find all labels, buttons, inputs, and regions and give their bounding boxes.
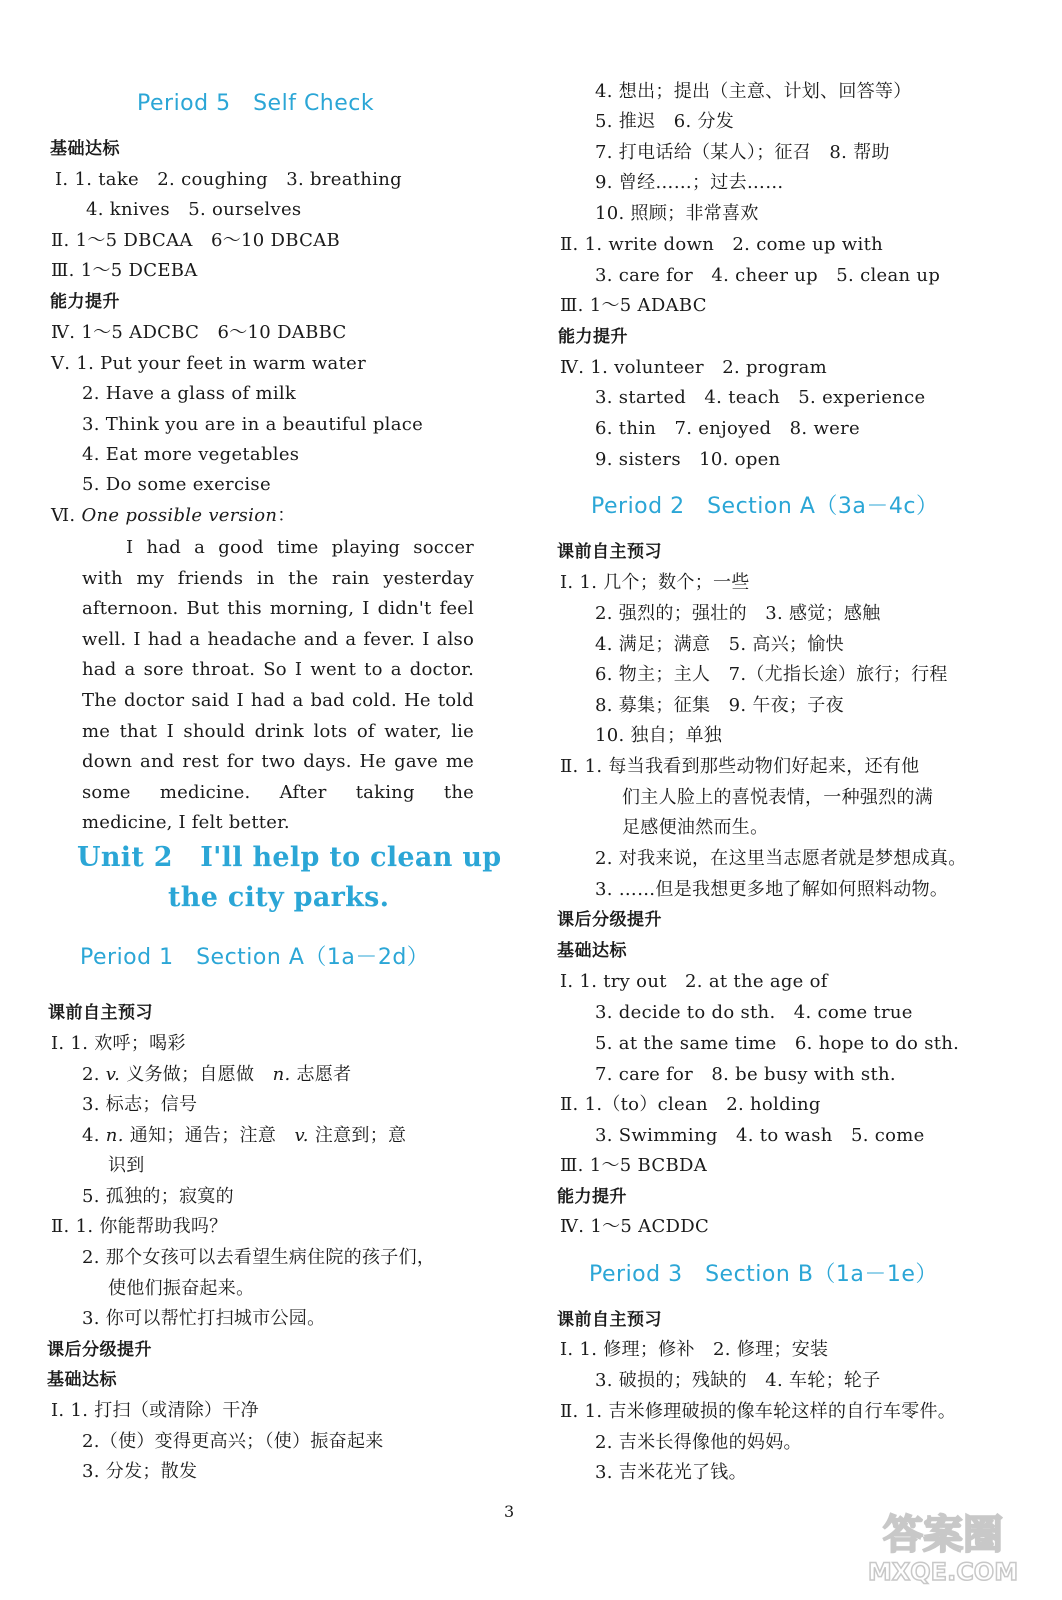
answer-line: 10. 照顾；非常喜欢: [595, 203, 759, 224]
period-5-heading: Period 5 Self Check: [137, 91, 375, 116]
answer-line: 识到: [108, 1155, 145, 1176]
colon: ：: [277, 505, 296, 526]
answer-line: Ⅱ. 1. 吉米修理破损的像车轮这样的自行车零件。: [560, 1401, 957, 1422]
answer-line: Ⅰ. 1. 打扫（或清除）干净: [51, 1400, 259, 1421]
answer-line: 5. Do some exercise: [82, 474, 271, 495]
answer-line: 3. started 4. teach 5. experience: [595, 387, 926, 408]
section-label-ability: 能力提升: [557, 1187, 627, 1207]
answer-line: 2. 对我来说，在这里当志愿者就是梦想成真。: [595, 848, 967, 869]
section-label-after: 课后分级提升: [47, 1340, 152, 1360]
watermark-logo: [848, 1508, 1038, 1586]
pos-tag: n.: [272, 1064, 297, 1085]
watermark-logo-text: 答案圈: [883, 1512, 1003, 1558]
answer-line: 3. care for 4. cheer up 5. clean up: [595, 265, 941, 286]
pos-tag: n.: [105, 1125, 130, 1146]
answer-line: 5. 推迟 6. 分发: [595, 111, 735, 132]
answer-line: 足感便油然而生。: [622, 817, 769, 838]
section-label-basic: 基础达标: [50, 139, 120, 159]
item-number: 2.: [82, 1064, 106, 1085]
answer-line: 使他们振奋起来。: [108, 1278, 255, 1299]
answer-line: Ⅴ. 1. Put your feet in warm water: [51, 353, 366, 374]
period-2-heading: Period 2 Section A（3a－4c）: [591, 494, 939, 519]
answer-line: Ⅳ. 1～5 ADCBC 6～10 DABBC: [51, 322, 347, 343]
answer-line: 2. 那个女孩可以去看望生病住院的孩子们，: [82, 1247, 436, 1268]
answer-line: [82, 1062, 351, 1088]
answer-line: Ⅲ. 1～5 BCBDA: [560, 1155, 708, 1176]
answer-line: 6. 物主；主人 7.（尤指长途）旅行；行程: [595, 664, 948, 685]
answer-line: 3. 标志；信号: [82, 1094, 198, 1115]
page-number: 3: [504, 1502, 515, 1521]
answer-line: [82, 1123, 406, 1149]
answer-line: 7. 打电话给（某人）；征召 8. 帮助: [595, 142, 890, 163]
answer-line: 3. 吉米花光了钱。: [595, 1462, 747, 1483]
answer-line-vi: [51, 503, 296, 529]
answer-line: 7. care for 8. be busy with sth.: [595, 1064, 896, 1085]
answer-line: Ⅰ. 1. take 2. coughing 3. breathing: [55, 169, 402, 190]
answer-line: 3. ……但是我想更多地了解如何照料动物。: [595, 879, 949, 900]
definition: 义务做；自愿做: [126, 1064, 273, 1085]
section-label-basic: 基础达标: [557, 941, 627, 961]
definition: 注意到；意: [314, 1125, 407, 1146]
answer-line: Ⅲ. 1～5 ADABC: [560, 295, 707, 316]
answer-line: Ⅰ. 1. 几个；数个；一些: [560, 572, 750, 593]
answer-line: 2.（使）变得更高兴；（使）振奋起来: [82, 1431, 384, 1452]
answer-line: Ⅳ. 1. volunteer 2. program: [560, 357, 827, 378]
period-1-heading: Period 1 Section A（1a－2d）: [80, 945, 430, 970]
definition: 志愿者: [296, 1064, 352, 1085]
section-label-preview: 课前自主预习: [557, 1310, 662, 1330]
answer-line: 2. 吉米长得像他的妈妈。: [595, 1432, 802, 1453]
pos-tag: v.: [294, 1125, 315, 1146]
section-label-after: 课后分级提升: [557, 910, 662, 930]
answer-line: 9. 曾经……；过去……: [595, 172, 784, 193]
answer-line: 8. 募集；征集 9. 午夜；子夜: [595, 695, 844, 716]
answer-line: 3. 你可以帮忙打扫城市公园。: [82, 1308, 326, 1329]
answer-line: Ⅱ. 1. 你能帮助我吗？: [51, 1216, 228, 1237]
answer-line: Ⅰ. 1. 修理；修补 2. 修理；安装: [560, 1339, 829, 1360]
definition: 通知；通告；注意: [129, 1125, 295, 1146]
roman-numeral: Ⅵ.: [51, 505, 82, 526]
answer-line: Ⅲ. 1～5 DCEBA: [51, 260, 198, 281]
unit-title-line-2: the city parks.: [168, 882, 390, 913]
answer-line: Ⅱ. 1. 每当我看到那些动物们好起来，还有他: [560, 756, 920, 777]
answer-line: 4. 想出；提出（主意、计划、回答等）: [595, 81, 912, 102]
answer-line: 3. 分发；散发: [82, 1461, 198, 1482]
section-label-basic: 基础达标: [47, 1370, 117, 1390]
answer-line: Ⅱ. 1.（to）clean 2. holding: [560, 1094, 821, 1115]
answer-line: Ⅳ. 1～5 ACDDC: [560, 1216, 710, 1237]
answer-line: 6. thin 7. enjoyed 8. were: [595, 418, 860, 439]
answer-line: Ⅰ. 1. try out 2. at the age of: [560, 971, 828, 992]
answer-line: Ⅰ. 1. 欢呼；喝彩: [51, 1033, 186, 1054]
pos-tag: v.: [105, 1064, 127, 1085]
answer-line: 5. 孤独的；寂寞的: [82, 1186, 234, 1207]
section-label-ability: 能力提升: [50, 292, 120, 312]
unit-title-line-1: Unit 2 I'll help to clean up: [77, 842, 502, 873]
watermark-url-text: MXQE.COM: [867, 1558, 1019, 1586]
item-number: 4.: [82, 1125, 106, 1146]
answer-line: 2. 强烈的；强壮的 3. 感觉；感触: [595, 603, 881, 624]
italic-note: One possible version: [81, 505, 278, 526]
essay-paragraph: I had a good time playing soccer with my friends in the rain yesterday afternoon. But this morning, I didn't feel well. I had a headache and a fever. I also had a sore throat. So I went to a doctor. The doctor said I had a bad cold. He told me that I should drink lots of water, lie down and rest for two days. He gave me some medicine. After taking the medicine, I felt better.: [82, 537, 474, 834]
answer-line: 4. 满足；满意 5. 高兴；愉快: [595, 634, 844, 655]
answer-line: 3. 破损的；残缺的 4. 车轮；轮子: [595, 1370, 881, 1391]
watermark-logo-icon: [848, 1508, 1038, 1586]
answer-line: 10. 独自；单独: [595, 725, 723, 746]
answer-line: 2. Have a glass of milk: [82, 383, 297, 404]
answer-line: Ⅱ. 1～5 DBCAA 6～10 DBCAB: [51, 230, 341, 251]
answer-line: 3. Think you are in a beautiful place: [82, 414, 424, 435]
section-label-preview: 课前自主预习: [48, 1003, 153, 1023]
answer-line: 5. at the same time 6. hope to do sth.: [595, 1033, 960, 1054]
section-label-preview: 课前自主预习: [557, 542, 662, 562]
answer-line: 3. decide to do sth. 4. come true: [595, 1002, 913, 1023]
answer-line: 们主人脸上的喜悦表情，一种强烈的满: [622, 787, 934, 808]
answer-line: 4. knives 5. ourselves: [86, 199, 302, 220]
period-3-heading: Period 3 Section B（1a－1e）: [589, 1262, 938, 1287]
answer-line: 4. Eat more vegetables: [82, 444, 300, 465]
section-label-ability: 能力提升: [558, 327, 628, 347]
answer-line: 3. Swimming 4. to wash 5. come: [595, 1125, 925, 1146]
answer-line: 9. sisters 10. open: [595, 449, 781, 470]
answer-line: Ⅱ. 1. write down 2. come up with: [560, 234, 883, 255]
